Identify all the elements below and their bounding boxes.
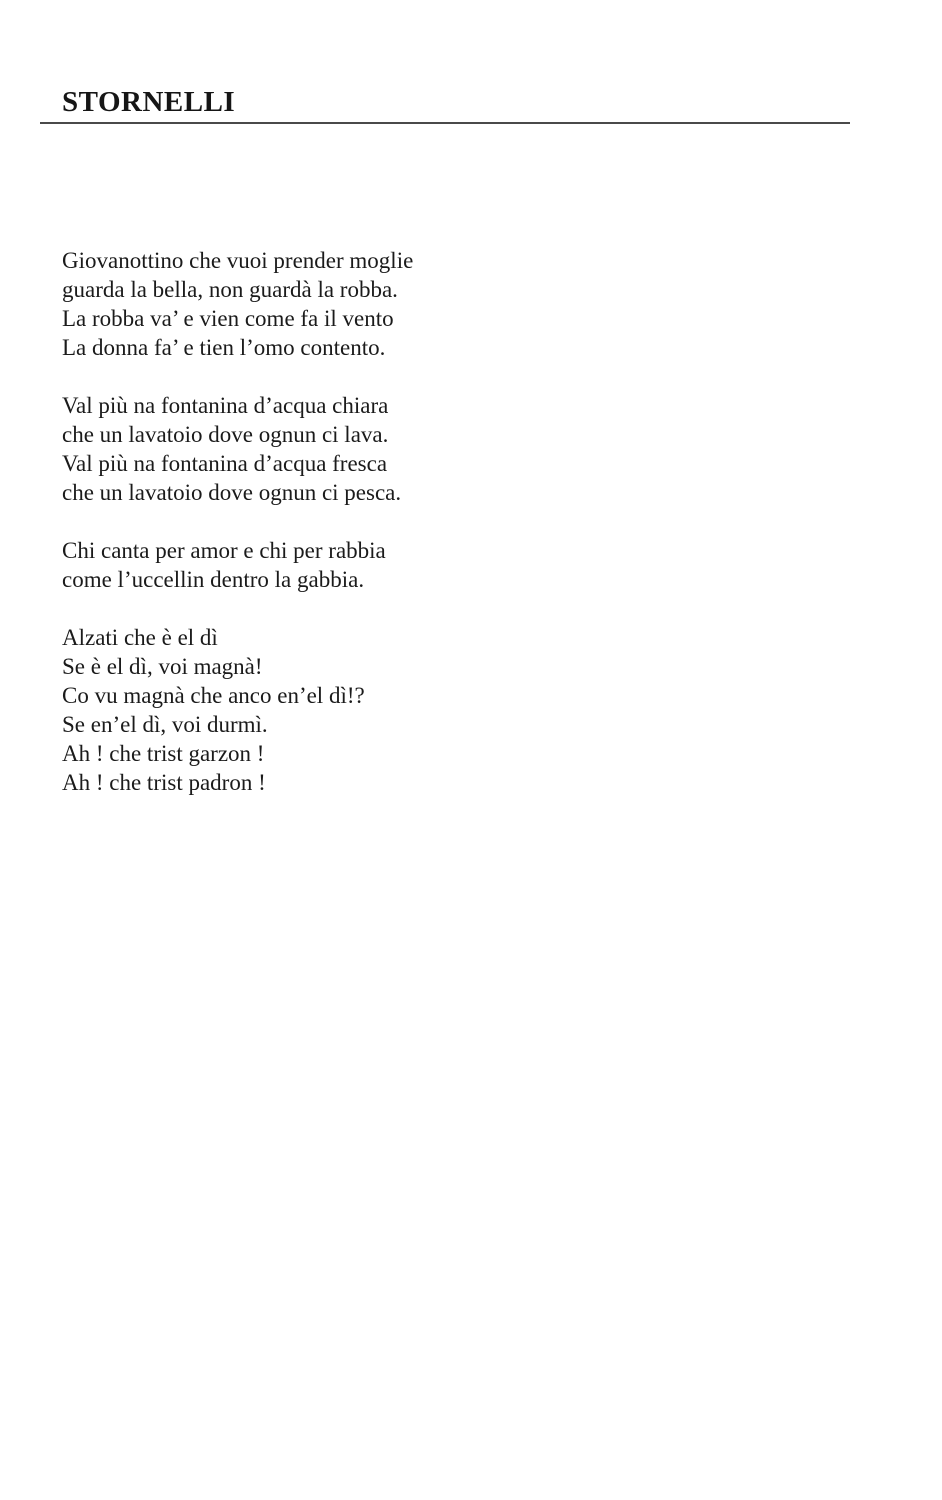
poem-line: La robba va’ e vien come fa il vento xyxy=(62,306,394,331)
poem-line: Chi canta per amor e chi per rabbia xyxy=(62,538,386,563)
poem-line: Val più na fontanina d’acqua chiara xyxy=(62,393,389,418)
poem-line: come l’uccellin dentro la gabbia. xyxy=(62,567,365,592)
poem-line: Giovanottino che vuoi prender moglie xyxy=(62,248,414,273)
poem-line: Se è el dì, voi magnà! xyxy=(62,654,263,679)
poem-line: Alzati che è el dì xyxy=(62,625,218,650)
poem-line: La donna fa’ e tien l’omo contento. xyxy=(62,335,386,360)
poem-stanza-2 xyxy=(62,391,622,507)
title-rule-divider xyxy=(40,122,850,124)
poem-line: che un lavatoio dove ognun ci lava. xyxy=(62,422,389,447)
poem-stanza-4 xyxy=(62,623,622,797)
poem-line: che un lavatoio dove ognun ci pesca. xyxy=(62,480,402,505)
poem-stanza-1 xyxy=(62,246,622,362)
poem-line: Co vu magnà che anco en’el dì!? xyxy=(62,683,365,708)
poem-body xyxy=(62,246,622,826)
poem-line: Ah ! che trist garzon ! xyxy=(62,741,265,766)
poem-line: Val più na fontanina d’acqua fresca xyxy=(62,451,388,476)
poem-stanza-3 xyxy=(62,536,622,594)
poem-line: guarda la bella, non guardà la robba. xyxy=(62,277,398,302)
poem-line: Ah ! che trist padron ! xyxy=(62,770,266,795)
page-title: STORNELLI xyxy=(62,86,236,118)
poem-line: Se en’el dì, voi durmì. xyxy=(62,712,268,737)
